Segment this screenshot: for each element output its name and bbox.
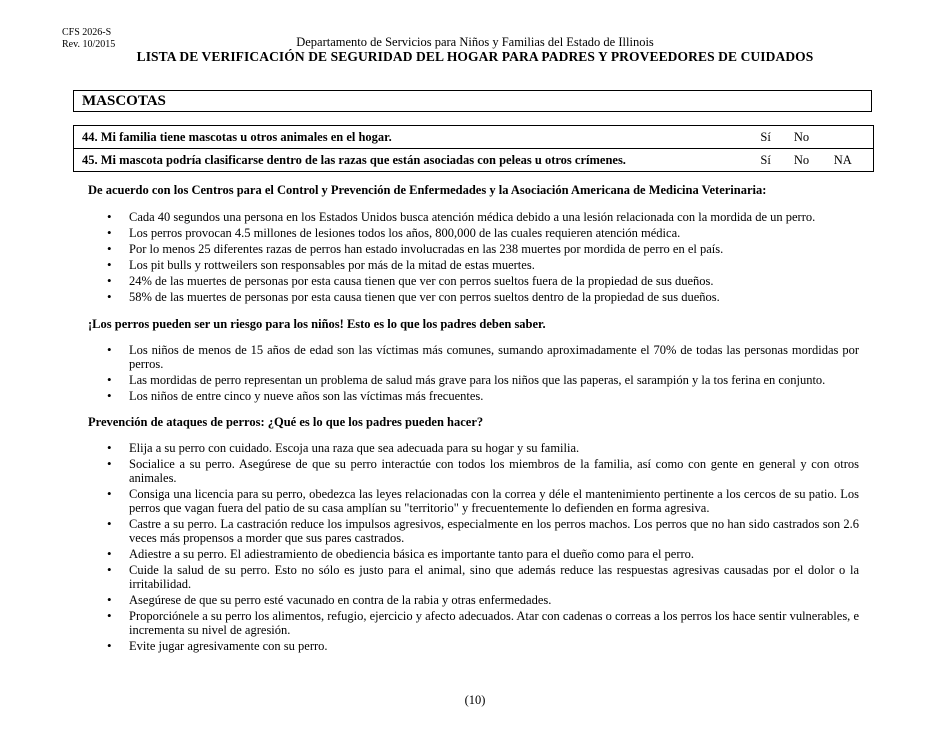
list-item: • Por lo menos 25 diferentes razas de perros han estado involucradas en las 238 muertes por mordida de perro en el país.: [107, 242, 859, 256]
list-item: • 58% de las muertes de personas por esta causa tienen que ver con perros sueltos dentro de la propiedad de sus dueños.: [107, 290, 859, 304]
children-risk-heading: ¡Los perros pueden ser un riesgo para los niños! Esto es lo que los padres deben saber.: [88, 317, 546, 331]
prevention-list: [107, 441, 859, 655]
list-item: • Adiestre a su perro. El adiestramiento de obediencia básica es importante tanto para el dueño como para el perro.: [107, 547, 859, 561]
question-row: [74, 149, 874, 172]
answer-na[interactable]: NA: [813, 149, 874, 172]
question-table: [73, 125, 874, 172]
list-item: • 24% de las muertes de personas por esta causa tienen que ver con perros sueltos fuera de la propiedad de sus dueños.: [107, 274, 859, 288]
form-revision: Rev. 10/2015: [62, 39, 116, 50]
cdc-facts-list: [107, 210, 859, 306]
document-title: LISTA DE VERIFICACIÓN DE SEGURIDAD DEL HOGAR PARA PADRES Y PROVEEDORES DE CUIDADOS: [136, 49, 814, 64]
form-code: CFS 2026-S: [62, 27, 112, 38]
list-item: • Cada 40 segundos una persona en los Estados Unidos busca atención médica debido a una lesión relacionada con la mordida de un perro.: [107, 210, 859, 224]
answer-na: [813, 126, 874, 149]
list-item: • Evite jugar agresivamente con su perro.: [107, 639, 859, 653]
answer-yes[interactable]: Sí: [741, 149, 791, 172]
list-item: • Asegúrese de que su perro esté vacunado en contra de la rabia y otras enfermedades.: [107, 593, 859, 607]
list-item: • Los niños de entre cinco y nueve años son las víctimas más frecuentes.: [107, 389, 859, 403]
answer-no[interactable]: No: [791, 149, 813, 172]
list-item: • Las mordidas de perro representan un problema de salud más grave para los niños que las paperas, el sarampión y la tos ferina en conjunto.: [107, 373, 859, 387]
prevention-heading: Prevención de ataques de perros: ¿Qué es lo que los padres pueden hacer?: [88, 415, 484, 429]
list-item: • Cuide la salud de su perro. Esto no sólo es justo para el animal, sino que además reduce las respuestas agresivas causadas por el dolor o la irritabilidad.: [107, 563, 859, 591]
list-item: • Elija a su perro con cuidado. Escoja una raza que sea adecuada para su hogar y su familia.: [107, 441, 859, 455]
list-item: • Consiga una licencia para su perro, obedezca las leyes relacionadas con la correa y déle el mantenimiento pertinente a los cercos de su patio. Los perros que vagan fuera del patio de su casa amplían su "territorio" y frecuentemente lo defienden en forma agresiva.: [107, 487, 859, 515]
answer-yes[interactable]: Sí: [741, 126, 791, 149]
list-item: • Proporciónele a su perro los alimentos, refugio, ejercicio y afecto adecuados. Atar con cadenas o correas a los perros los hace sentir vulnerables, e incrementa su nivel de agresión.: [107, 609, 859, 637]
list-item: • Castre a su perro. La castración reduce los impulsos agresivos, especialmente en los perros machos. Los perros que no han sido castrados son 2.6 veces más propensos a morder que sus pares castrados.: [107, 517, 859, 545]
answer-no[interactable]: No: [791, 126, 813, 149]
question-row: [74, 126, 874, 149]
list-item: • Socialice a su perro. Asegúrese de que su perro interactúe con todos los miembros de la familia, así como con gente en general y con otros animales.: [107, 457, 859, 485]
page-number: (10): [464, 693, 486, 707]
cdc-heading: De acuerdo con los Centros para el Control y Prevención de Enfermedades y la Asociación Americana de Medicina Veterinaria:: [88, 183, 767, 197]
section-title: MASCOTAS: [73, 90, 872, 112]
list-item: • Los perros provocan 4.5 millones de lesiones todos los años, 800,000 de las cuales requieren atención médica.: [107, 226, 859, 240]
question-text: 44. Mi familia tiene mascotas u otros animales en el hogar.: [74, 126, 741, 149]
question-text: 45. Mi mascota podría clasificarse dentro de las razas que están asociadas con peleas u otros crímenes.: [74, 149, 741, 172]
list-item: • Los niños de menos de 15 años de edad son las víctimas más comunes, sumando aproximadamente el 70% de todas las personas mordidas por perros.: [107, 343, 859, 371]
department-name: Departamento de Servicios para Niños y Familias del Estado de Illinois: [296, 35, 654, 49]
list-item: • Los pit bulls y rottweilers son responsables por más de la mitad de estas muertes.: [107, 258, 859, 272]
children-risk-list: [107, 343, 859, 405]
